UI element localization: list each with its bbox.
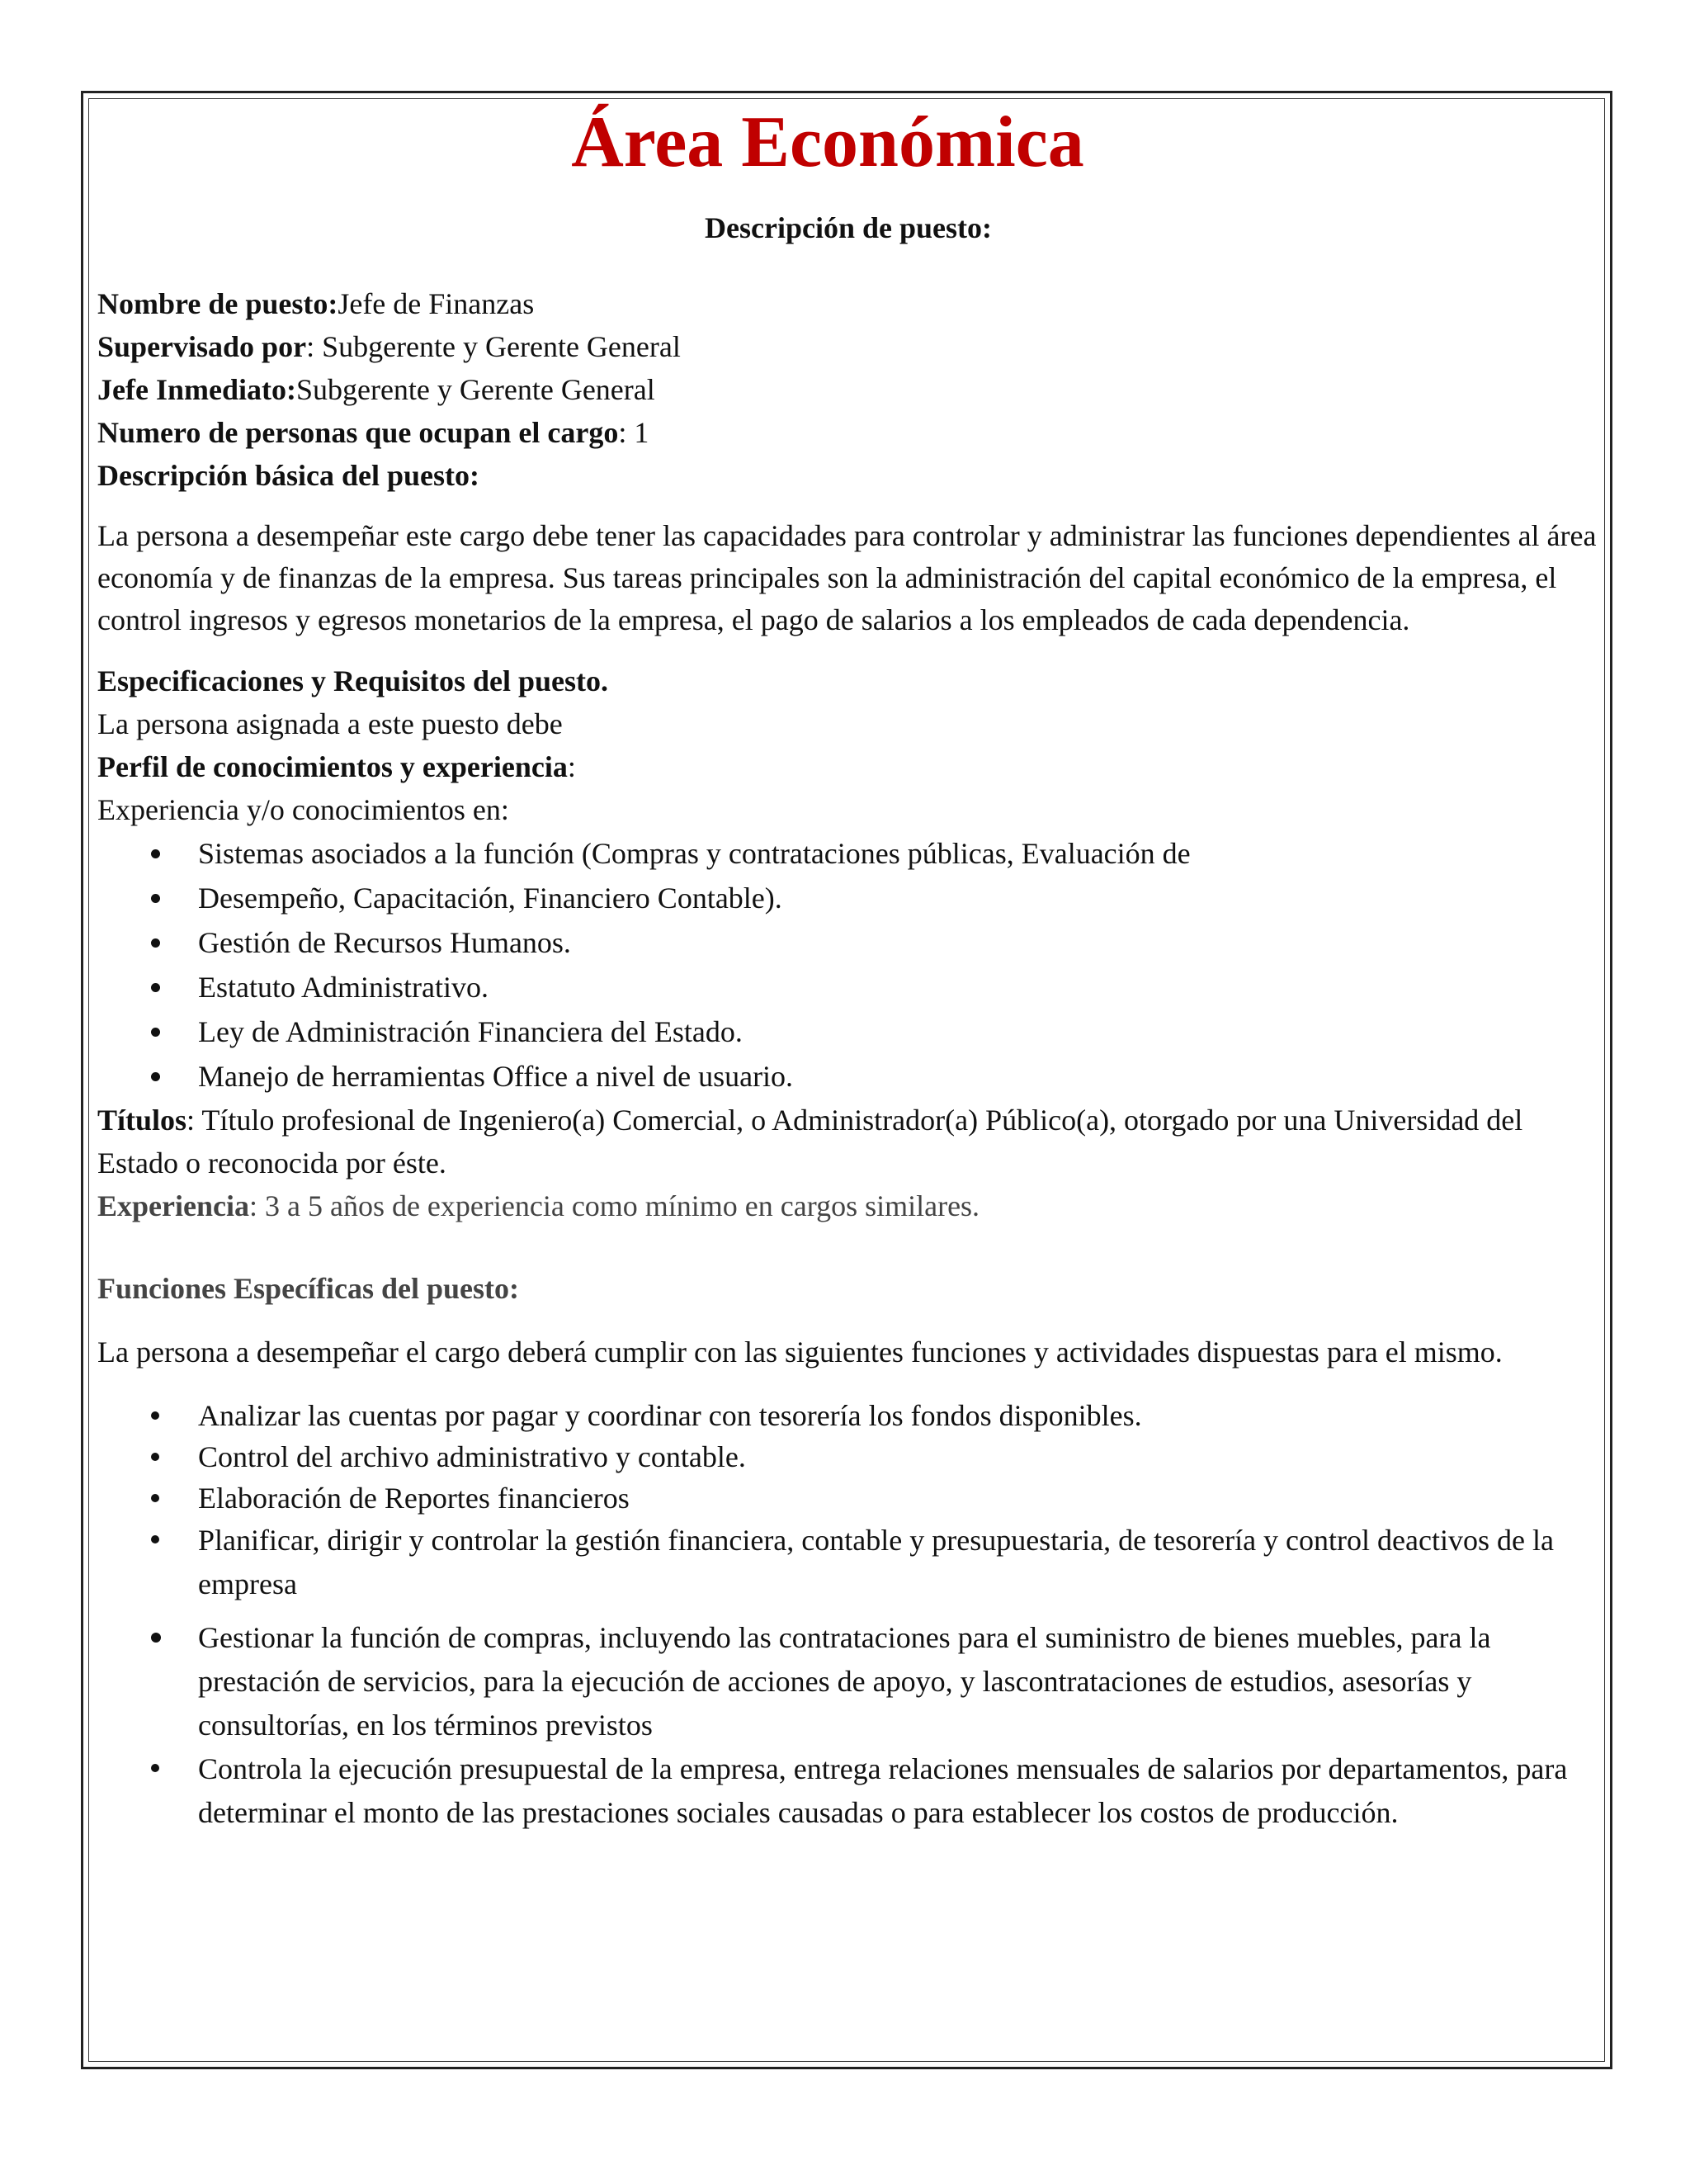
- list-item-text: Planificar, dirigir y controlar la gestión financiera, contable y presupuestaria, de tesorería y control deactivos de la empresa: [198, 1524, 1554, 1600]
- list-item: [97, 1054, 1599, 1099]
- funciones-heading: Funciones Específicas del puesto:: [97, 1272, 520, 1305]
- descripcion-text: La persona a desempeñar este cargo debe tener las capacidades para controlar y administrar las funciones dependientes al área economía y de finanzas de la empresa. Sus tareas principales son la administración del capital económico de la empresa, el control ingresos y egresos monetarios de la empresa, el pago de salarios a los empleados de cada dependencia.: [97, 519, 1597, 636]
- bullet-icon: [151, 983, 160, 992]
- list-item: [97, 876, 1599, 920]
- list-item: [97, 1616, 1599, 1747]
- list-item-text: Manejo de herramientas Office a nivel de usuario.: [198, 1060, 794, 1093]
- titulos-line: [97, 1099, 1599, 1184]
- list-item-text: Estatuto Administrativo.: [198, 971, 489, 1004]
- perfil-label: Perfil de conocimientos y experiencia: [97, 750, 568, 783]
- funciones-list: [97, 1395, 1599, 1835]
- list-item: [97, 1436, 1599, 1477]
- conocimientos-list: [97, 831, 1599, 1099]
- list-item: [97, 1519, 1599, 1606]
- list-item: [97, 1009, 1599, 1054]
- experiencia-label: Experiencia: [97, 1189, 249, 1222]
- field-jefe-value: Subgerente y Gerente General: [295, 373, 655, 406]
- perfil-colon: :: [567, 750, 576, 783]
- especificaciones-intro: La persona asignada a este puesto debe: [97, 707, 563, 740]
- list-item-text: Gestionar la función de compras, incluyendo las contrataciones para el suministro de bienes muebles, para la prestación de servicios, para la ejecución de acciones de apoyo, y lascontrataciones de estudios, asesorías y consultorías, en los términos previstos: [198, 1621, 1491, 1742]
- page-title: Área Económica: [571, 102, 1084, 182]
- bullet-icon: [151, 1028, 160, 1037]
- list-item: [97, 1395, 1599, 1436]
- bullet-icon: [151, 1633, 161, 1643]
- field-nombre: [97, 282, 1599, 325]
- field-supervisado-value: : Subgerente y Gerente General: [306, 330, 681, 363]
- field-numero-label: Numero de personas que ocupan el cargo: [97, 416, 619, 449]
- field-jefe-label: Jefe Inmediato:: [97, 373, 296, 406]
- experiencia-value: : 3 a 5 años de experiencia como mínimo en cargos similares.: [248, 1189, 980, 1222]
- list-item-text: Control del archivo administrativo y contable.: [198, 1440, 746, 1473]
- field-supervisado: [97, 325, 1599, 368]
- list-item: [97, 1477, 1599, 1519]
- bullet-icon: [151, 1764, 159, 1772]
- bullet-icon: [151, 849, 160, 858]
- funciones-intro: La persona a desempeñar el cargo deberá cumplir con las siguientes funciones y actividades dispuestas para el mismo.: [97, 1335, 1503, 1369]
- experiencia-intro: Experiencia y/o conocimientos en:: [97, 793, 509, 826]
- list-item-text: Analizar las cuentas por pagar y coordinar con tesorería los fondos disponibles.: [198, 1399, 1142, 1432]
- bullet-icon: [151, 1072, 160, 1081]
- titulos-value: : Título profesional de Ingeniero(a) Comercial, o Administrador(a) Público(a), otorgado por una Universidad del Estado o reconocida por éste.: [97, 1104, 1523, 1179]
- especificaciones-heading: Especificaciones y Requisitos del puesto.: [97, 664, 609, 697]
- bullet-icon: [151, 1411, 159, 1420]
- list-item-text: Sistemas asociados a la función (Compras y contrataciones públicas, Evaluación de: [198, 837, 1191, 870]
- list-item-text: Controla la ejecución presupuestal de la empresa, entrega relaciones mensuales de salarios por departamentos, para determinar el monto de las prestaciones sociales causadas o para establecer los costos de producción.: [198, 1752, 1568, 1829]
- list-item: [97, 831, 1599, 876]
- page-subtitle: Descripción de puesto:: [705, 211, 992, 244]
- bullet-icon: [151, 1535, 159, 1543]
- field-numero: [97, 411, 1599, 454]
- experiencia-line: [97, 1184, 1599, 1227]
- list-item: [97, 920, 1599, 965]
- perfil-line: [97, 745, 1599, 788]
- bullet-icon: [151, 1453, 159, 1461]
- bullet-icon: [151, 1494, 159, 1502]
- titulos-label: Títulos: [97, 1104, 187, 1137]
- list-item-text: Gestión de Recursos Humanos.: [198, 926, 571, 959]
- list-item: [97, 1747, 1599, 1835]
- bullet-icon: [151, 938, 160, 948]
- document-content: [97, 97, 1599, 1835]
- field-descripcion-label: Descripción básica del puesto:: [97, 459, 479, 492]
- list-item-text: Elaboración de Reportes financieros: [198, 1482, 630, 1515]
- field-nombre-value: Jefe de Finanzas: [338, 287, 535, 320]
- field-numero-value: : 1: [618, 416, 649, 449]
- field-nombre-label: Nombre de puesto:: [97, 287, 338, 320]
- list-item-text: Desempeño, Capacitación, Financiero Contable).: [198, 882, 782, 915]
- list-item-text: Ley de Administración Financiera del Estado.: [198, 1015, 743, 1048]
- field-jefe: [97, 368, 1599, 411]
- field-supervisado-label: Supervisado por: [97, 330, 307, 363]
- list-item: [97, 965, 1599, 1009]
- bullet-icon: [151, 894, 160, 903]
